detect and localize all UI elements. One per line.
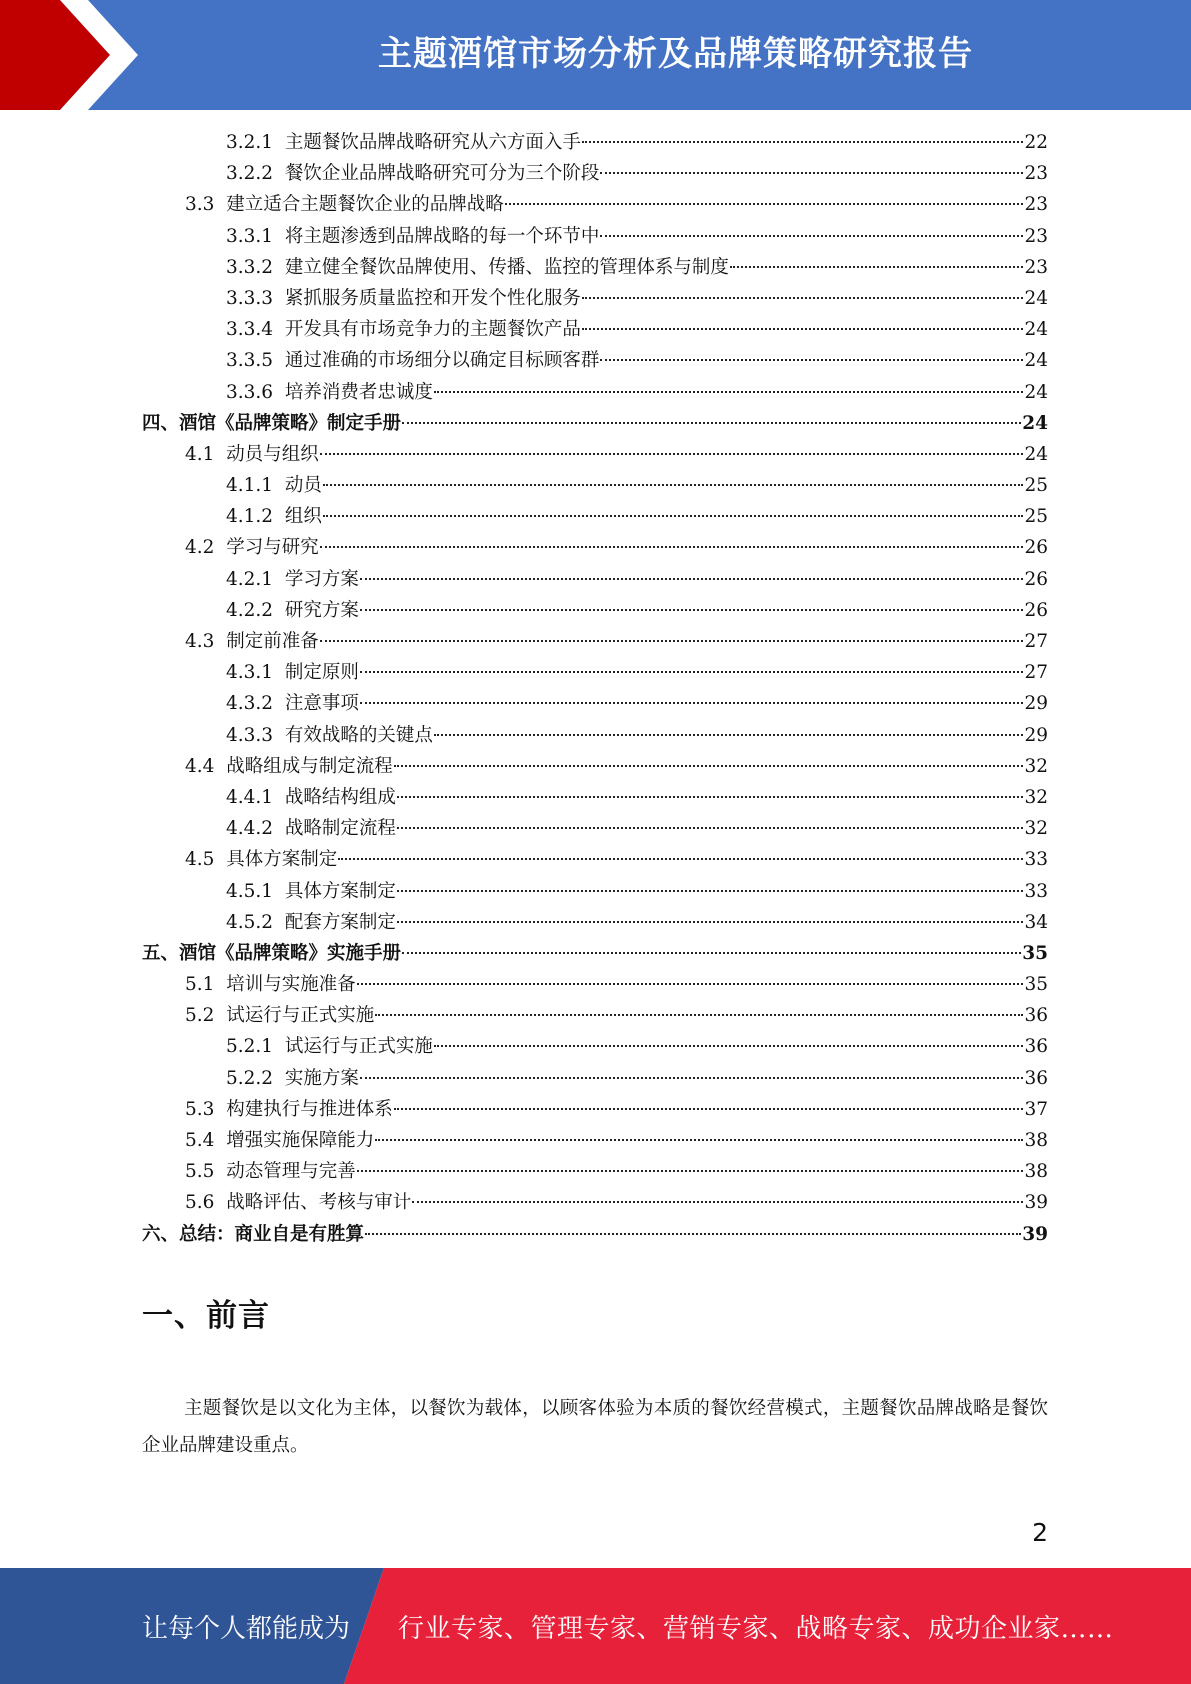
toc-entry[interactable]	[142, 501, 1048, 532]
toc-entry[interactable]	[142, 221, 1048, 252]
toc-entry-number: 3.3	[185, 194, 215, 216]
toc-entry-number: 3.3.4	[226, 319, 274, 341]
toc-entry-title: 试运行与正式实施	[226, 1005, 375, 1027]
toc-entry[interactable]	[142, 907, 1048, 938]
toc-entry-page: 23	[1024, 225, 1048, 247]
toc-entry[interactable]	[142, 876, 1048, 907]
toc-dot-leader	[600, 172, 1023, 174]
toc-entry[interactable]	[142, 626, 1048, 657]
toc-entry-title: 通过准确的市场细分以确定目标顾客群	[284, 350, 600, 372]
toc-entry-title: 培训与实施准备	[226, 974, 356, 996]
footer-slogan-right: 行业专家、管理专家、营销专家、战略专家、成功企业家……	[398, 1614, 1114, 1644]
toc-dot-leader	[582, 141, 1024, 143]
toc-dot-leader	[730, 266, 1024, 268]
toc-entry-number: 3.3.6	[226, 381, 274, 403]
toc-entry-number: 4.3.2	[226, 693, 274, 715]
body-paragraph: 主题餐饮是以文化为主体，以餐饮为载体，以顾客体验为本质的餐饮经营模式，主题餐饮品牌战略是餐饮企业品牌建设重点。	[142, 1398, 1048, 1456]
toc-entry[interactable]	[142, 252, 1048, 283]
toc-dot-leader	[365, 1233, 1021, 1235]
toc-entry-title: 制定原则	[284, 662, 359, 684]
toc-dot-leader	[320, 453, 1024, 455]
toc-entry[interactable]	[142, 345, 1048, 376]
toc-entry-number: 4.5.2	[226, 911, 274, 933]
toc-entry-page: 36	[1024, 1005, 1048, 1027]
toc-entry-page: 26	[1024, 568, 1048, 590]
toc-entry[interactable]	[142, 1000, 1048, 1031]
toc-entry-number: 五、	[142, 942, 180, 964]
toc-entry-number: 四、	[142, 412, 180, 434]
toc-dot-leader	[357, 1170, 1024, 1172]
toc-entry-number: 5.1	[185, 974, 215, 996]
toc-dot-leader	[600, 235, 1023, 237]
toc-entry-page: 34	[1024, 911, 1048, 933]
toc-entry-number: 3.3.3	[226, 287, 274, 309]
toc-entry[interactable]	[142, 158, 1048, 189]
toc-dot-leader	[323, 484, 1024, 486]
toc-entry[interactable]	[142, 439, 1048, 470]
toc-dot-leader	[582, 297, 1024, 299]
page-footer	[0, 1568, 1191, 1684]
toc-entry-number: 5.6	[185, 1192, 215, 1214]
toc-entry-page: 24	[1022, 412, 1048, 434]
toc-entry-number: 4.2	[185, 537, 215, 559]
toc-entry-title: 学习方案	[284, 568, 359, 590]
toc-entry[interactable]	[142, 1156, 1048, 1187]
toc-entry-number: 3.2.2	[226, 163, 274, 185]
toc-entry[interactable]	[142, 782, 1048, 813]
toc-entry-number: 4.1.1	[226, 475, 274, 497]
toc-entry-page: 24	[1024, 443, 1048, 465]
toc-entry[interactable]	[142, 470, 1048, 501]
toc-dot-leader	[360, 578, 1024, 580]
toc-dot-leader	[402, 422, 1021, 424]
toc-entry-title: 注意事项	[284, 693, 359, 715]
toc-entry-number: 4.4.2	[226, 818, 274, 840]
toc-entry[interactable]	[142, 720, 1048, 751]
toc-dot-leader	[434, 1045, 1024, 1047]
toc-entry-number: 4.3	[185, 631, 215, 652]
toc-entry-title: 战略结构组成	[284, 786, 396, 808]
toc-entry[interactable]	[142, 969, 1048, 1000]
toc-dot-leader	[338, 858, 1023, 860]
toc-entry-number: 4.2.2	[226, 599, 274, 621]
toc-entry-page: 24	[1024, 381, 1048, 403]
toc-entry-page: 39	[1024, 1192, 1048, 1214]
toc-entry[interactable]	[142, 377, 1048, 408]
red-chevron-decoration	[0, 0, 160, 110]
toc-entry-title: 战略评估、考核与审计	[226, 1192, 412, 1214]
toc-entry[interactable]	[142, 532, 1048, 563]
toc-entry[interactable]	[142, 564, 1048, 595]
toc-entry-number: 4.5.1	[226, 880, 274, 902]
toc-entry-title: 战略制定流程	[284, 818, 396, 840]
toc-entry-title: 餐饮企业品牌战略研究可分为三个阶段	[284, 163, 600, 185]
toc-entry[interactable]	[142, 1219, 1048, 1250]
toc-entry-number: 3.2.1	[226, 132, 274, 153]
toc-entry-page: 24	[1024, 350, 1048, 372]
toc-dot-leader	[434, 391, 1024, 393]
toc-entry-number: 3.3.2	[226, 256, 274, 278]
toc-entry-title: 增强实施保障能力	[226, 1130, 375, 1151]
toc-entry-page: 23	[1024, 194, 1048, 216]
toc-entry[interactable]	[142, 1125, 1048, 1156]
toc-entry[interactable]	[142, 1063, 1048, 1094]
toc-entry[interactable]	[142, 813, 1048, 844]
toc-entry-number: 六、	[142, 1223, 180, 1245]
toc-entry-title: 总结：商业自是有胜算	[179, 1223, 365, 1245]
toc-entry-title: 实施方案	[284, 1067, 359, 1089]
toc-entry-title: 制定前准备	[226, 631, 319, 652]
toc-entry-title: 酒馆《品牌策略》实施手册	[179, 942, 402, 964]
toc-dot-leader	[360, 671, 1024, 673]
footer-slogan-left: 让每个人都能成为	[142, 1614, 351, 1644]
toc-entry[interactable]	[142, 1187, 1048, 1218]
toc-entry-number: 5.2.1	[226, 1036, 274, 1058]
toc-dot-leader	[360, 609, 1024, 611]
toc-entry-page: 35	[1024, 974, 1048, 996]
toc-entry[interactable]	[142, 595, 1048, 626]
toc-entry-title: 酒馆《品牌策略》制定手册	[179, 412, 402, 434]
toc-dot-leader	[360, 702, 1024, 704]
toc-entry-number: 5.3	[185, 1098, 215, 1120]
toc-entry-title: 配套方案制定	[284, 911, 396, 933]
toc-entry-title: 将主题渗透到品牌战略的每一个环节中	[284, 225, 600, 247]
toc-entry-page: 26	[1024, 537, 1048, 559]
toc-entry-number: 5.4	[185, 1130, 215, 1151]
toc-entry-page: 27	[1024, 662, 1048, 684]
toc-entry[interactable]	[142, 1094, 1048, 1125]
toc-entry-number: 5.2.2	[226, 1067, 274, 1089]
toc-entry-title: 建立适合主题餐饮企业的品牌战略	[226, 194, 504, 216]
toc-entry-page: 29	[1024, 724, 1048, 746]
toc-entry-title: 战略组成与制定流程	[226, 755, 393, 777]
toc-entry-page: 25	[1024, 506, 1048, 528]
toc-entry-page: 24	[1024, 319, 1048, 341]
toc-entry-title: 研究方案	[284, 599, 359, 621]
toc-entry-page: 33	[1024, 849, 1048, 871]
toc-entry-number: 5.5	[185, 1161, 215, 1183]
toc-entry-number: 4.3.1	[226, 662, 274, 684]
toc-entry-number: 4.5	[185, 849, 215, 871]
toc-entry-page: 27	[1024, 631, 1048, 652]
toc-entry[interactable]	[142, 127, 1048, 158]
toc-dot-leader	[600, 359, 1023, 361]
toc-entry-title: 学习与研究	[226, 537, 319, 559]
toc-dot-leader	[397, 890, 1024, 892]
toc-entry-number: 3.3.5	[226, 350, 274, 372]
toc-dot-leader	[394, 765, 1024, 767]
toc-dot-leader	[375, 1139, 1023, 1141]
toc-entry-page: 32	[1024, 786, 1048, 808]
toc-entry-number: 4.1	[185, 443, 215, 465]
toc-entry[interactable]	[142, 314, 1048, 345]
toc-entry-page: 32	[1024, 818, 1048, 840]
table-of-contents	[142, 127, 1048, 1250]
toc-entry[interactable]	[142, 189, 1048, 220]
toc-entry-page: 22	[1024, 132, 1048, 153]
toc-dot-leader	[360, 1077, 1024, 1079]
toc-entry-page: 39	[1022, 1223, 1048, 1245]
toc-entry-title: 具体方案制定	[284, 880, 396, 902]
toc-entry-number: 3.3.1	[226, 225, 274, 247]
toc-entry[interactable]	[142, 283, 1048, 314]
toc-entry[interactable]	[142, 408, 1048, 439]
toc-entry-page: 29	[1024, 693, 1048, 715]
toc-entry-page: 32	[1024, 755, 1048, 777]
toc-entry-page: 37	[1024, 1098, 1048, 1120]
toc-entry-title: 主题餐饮品牌战略研究从六方面入手	[284, 132, 581, 153]
section-heading: 一、前言	[142, 1298, 270, 1334]
page-header	[0, 0, 1191, 110]
toc-entry-page: 38	[1024, 1130, 1048, 1151]
toc-entry-page: 36	[1024, 1067, 1048, 1089]
toc-entry[interactable]	[142, 1031, 1048, 1062]
toc-entry-title: 紧抓服务质量监控和开发个性化服务	[284, 287, 581, 309]
toc-dot-leader	[320, 546, 1024, 548]
toc-dot-leader	[397, 921, 1024, 923]
toc-dot-leader	[375, 1014, 1023, 1016]
toc-entry-number: 4.3.3	[226, 724, 274, 746]
toc-entry-title: 构建执行与推进体系	[226, 1098, 393, 1120]
toc-entry-page: 38	[1024, 1161, 1048, 1183]
toc-entry[interactable]	[142, 657, 1048, 688]
toc-entry-title: 动态管理与完善	[226, 1161, 356, 1183]
toc-dot-leader	[505, 203, 1024, 205]
toc-entry-page: 23	[1024, 163, 1048, 185]
toc-entry-title: 具体方案制定	[226, 849, 338, 871]
toc-entry-number: 4.2.1	[226, 568, 274, 590]
toc-dot-leader	[434, 734, 1024, 736]
toc-dot-leader	[320, 640, 1024, 642]
toc-entry-page: 33	[1024, 880, 1048, 902]
toc-entry-page: 25	[1024, 475, 1048, 497]
toc-dot-leader	[402, 952, 1021, 954]
toc-entry-page: 35	[1022, 942, 1048, 964]
toc-entry-number: 4.4.1	[226, 786, 274, 808]
page-number: 2	[1032, 1518, 1048, 1547]
toc-entry-number: 5.2	[185, 1005, 215, 1027]
toc-entry-title: 动员与组织	[226, 443, 319, 465]
toc-entry-number: 4.1.2	[226, 506, 274, 528]
toc-entry-title: 组织	[284, 506, 322, 528]
toc-entry-page: 23	[1024, 256, 1048, 278]
toc-entry-title: 开发具有市场竞争力的主题餐饮产品	[284, 319, 581, 341]
toc-entry[interactable]	[142, 938, 1048, 969]
toc-entry-title: 培养消费者忠诚度	[284, 381, 433, 403]
toc-entry-title: 建立健全餐饮品牌使用、传播、监控的管理体系与制度	[284, 256, 729, 278]
toc-entry[interactable]	[142, 844, 1048, 875]
toc-entry[interactable]	[142, 751, 1048, 782]
toc-dot-leader	[394, 1108, 1024, 1110]
toc-entry-page: 36	[1024, 1036, 1048, 1058]
toc-entry-number: 4.4	[185, 755, 215, 777]
toc-dot-leader	[397, 796, 1024, 798]
toc-entry-title: 有效战略的关键点	[284, 724, 433, 746]
toc-dot-leader	[412, 1201, 1023, 1203]
toc-entry-title: 试运行与正式实施	[284, 1036, 433, 1058]
toc-dot-leader	[357, 983, 1024, 985]
toc-entry-page: 24	[1024, 287, 1048, 309]
document-title: 主题酒馆市场分析及品牌策略研究报告	[378, 34, 973, 74]
toc-entry-page: 26	[1024, 599, 1048, 621]
toc-dot-leader	[323, 515, 1024, 517]
toc-entry-title: 动员	[284, 475, 322, 497]
toc-dot-leader	[582, 328, 1024, 330]
toc-entry[interactable]	[142, 688, 1048, 719]
toc-dot-leader	[397, 827, 1024, 829]
